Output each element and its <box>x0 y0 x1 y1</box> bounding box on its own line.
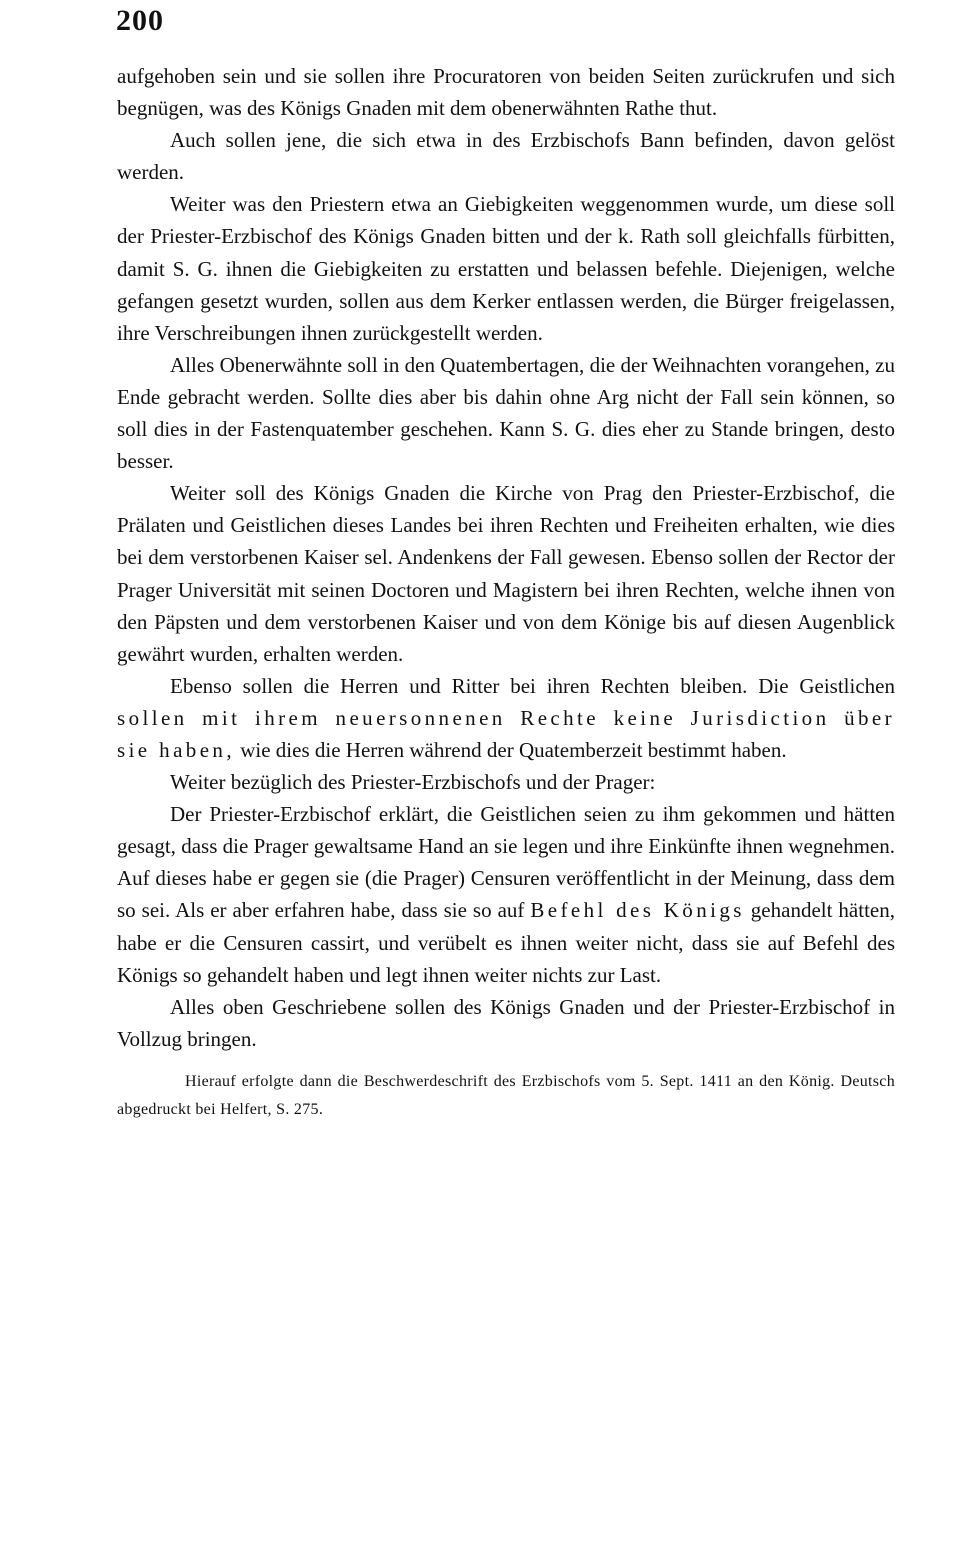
paragraph-kirche-von-prag: Weiter soll des Königs Gnaden die Kirche von Prag den Priester-Erzbischof, die Prälaten und Geistlichen dieses Landes bei ihren Rechten und Freiheiten erhalten, wie dies bei dem verstorbenen Kaiser sel. Andenkens der Fall gewesen. Ebenso sollen der Rector der Prager Universität mit seinen Doctoren und Magistern bei ihren Rechten, welche ihnen von den Päpsten und dem verstorbenen Kaiser und von dem Könige bis auf diesen Augenblick gewährt wurden, erhalten werden. <box>117 481 895 666</box>
body-text <box>117 60 895 1124</box>
censuren-text-emphasis: Befehl des Königs <box>530 898 745 923</box>
paragraph-giebigkeiten: Weiter was den Priestern etwa an Giebigkeiten weggenommen wurde, um diese soll der Priester-Erzbischof des Königs Gnaden bitten und der k. Rath soll gleichfalls fürbitten, damit S. G. ihnen die Giebigkeiten zu erstatten und belassen befehle. Diejenigen, welche gefangen gesetzt wurden, sollen aus dem Kerker entlassen werden, die Bürger freigelassen, ihre Verschreibungen ihnen zurückgestellt werden. <box>117 192 895 345</box>
footnote: Hierauf erfolgte dann die Beschwerdeschrift des Erzbischofs vom 5. Sept. 1411 an den König. Deutsch abgedruckt bei Helfert, S. 275. <box>117 1072 895 1118</box>
herren-text-emphasis: sollen mit ihrem neuersonnenen Rechte keine Jurisdiction über sie haben, <box>117 705 895 762</box>
paragraph-herren-und-ritter <box>117 670 895 766</box>
paragraph-prager-heading: Weiter bezüglich des Priester-Erzbischofs und der Prager: <box>170 770 656 795</box>
page-number: 200 <box>116 4 164 37</box>
paragraph-quatembertagen: Alles Obenerwähnte soll in den Quatembertagen, die der Weihnachten vorangehen, zu Ende gebracht werden. Sollte dies aber bis dahin ohne Arg nicht der Fall sein können, so soll dies in der Fastenquatember geschehen. Kann S. G. dies eher zu Stande bringen, desto besser. <box>117 352 895 474</box>
paragraph-vollzug: Alles oben Geschriebene sollen des Königs Gnaden und der Priester-Erzbischof in Vollzug bringen. <box>117 994 895 1051</box>
paragraph-procuratoren: aufgehoben sein und sie sollen ihre Procuratoren von beiden Seiten zurückrufen und sich begnügen, was des Königs Gnaden mit dem obenerwähnten Rathe thut. <box>117 64 895 121</box>
paragraph-bann: Auch sollen jene, die sich etwa in des Erzbischofs Bann befinden, davon gelöst werden. <box>117 128 895 185</box>
censuren-text-start: Der Priester-Erzbischof erklärt, die Geistlichen seien zu ihm gekommen und hätten gesagt, dass die Prager gewaltsame Hand an sie legen und ihre Einkünfte ihnen wegnehmen. Auf dieses habe er gegen sie (die Prager) Censuren veröffentlicht in der Meinung, dass dem so sei. Als er aber erfahren habe, dass sie so auf <box>117 802 895 923</box>
censuren-text-end: gehandelt hätten, habe er die Censuren cassirt, und verübelt es ihnen weiter nicht, dass sie auf Befehl des Königs so gehandelt haben und legt ihnen weiter nichts zur Last. <box>117 898 895 987</box>
paragraph-censuren <box>117 798 895 991</box>
herren-text-start: Ebenso sollen die Herren und Ritter bei ihren Rechten bleiben. Die Geistlichen <box>170 673 895 698</box>
herren-text-end: wie dies die Herren während der Quatemberzeit bestimmt haben. <box>234 737 787 762</box>
